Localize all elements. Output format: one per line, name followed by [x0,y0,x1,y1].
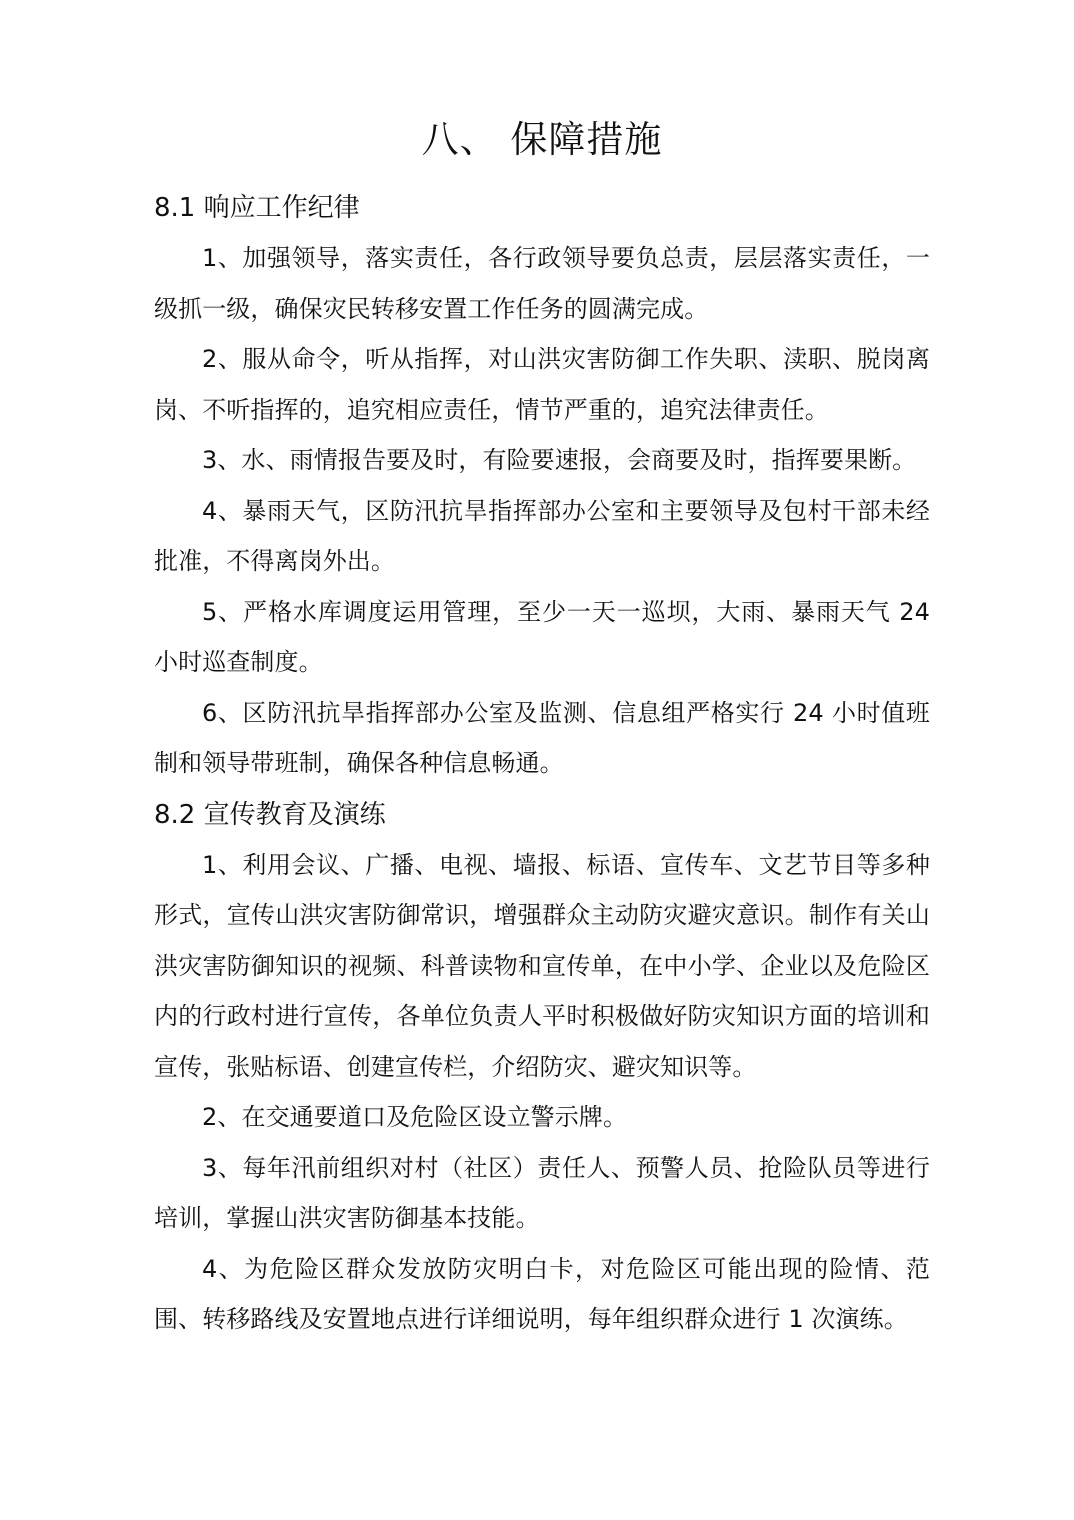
paragraph: 5、严格水库调度运用管理，至少一天一巡坝，大雨、暴雨天气 24 小时巡查制度。 [154,597,930,676]
paragraph: 2、服从命令，听从指挥，对山洪灾害防御工作失职、渎职、脱岗离岗、不听指挥的，追究相应责任，情节严重的，追究法律责任。 [154,345,930,424]
paragraph-list [154,233,930,789]
section-heading: 8.2 宣传教育及演练 [154,799,386,830]
paragraph: 1、利用会议、广播、电视、墙报、标语、宣传车、文艺节目等多种形式，宣传山洪灾害防御常识，增强群众主动防灾避灾意识。制作有关山洪灾害防御知识的视频、科普读物和宣传单，在中小学、企业以及危险区内的行政村进行宣传，各单位负责人平时积极做好防灾知识方面的培训和宣传，张贴标语、创建宣传栏，介绍防灾、避灾知识等。 [154,850,930,1081]
paragraph: 4、为危险区群众发放防灾明白卡，对危险区可能出现的险情、范围、转移路线及安置地点进行详细说明，每年组织群众进行 1 次演练。 [154,1254,930,1333]
paragraph: 6、区防汛抗旱指挥部办公室及监测、信息组严格实行 24 小时值班制和领导带班制，确保各种信息畅通。 [154,698,930,777]
paragraph: 4、暴雨天气，区防汛抗旱指挥部办公室和主要领导及包村干部未经批准，不得离岗外出。 [154,496,930,575]
paragraph: 1、加强领导，落实责任，各行政领导要负总责，层层落实责任，一级抓一级，确保灾民转移安置工作任务的圆满完成。 [154,244,930,323]
document-title: 八、 保障措施 [421,118,663,161]
paragraph: 3、每年汛前组织对村（社区）责任人、预警人员、抢险队员等进行培训，掌握山洪灾害防御基本技能。 [154,1153,930,1232]
paragraph: 3、水、雨情报告要及时，有险要速报，会商要及时，指挥要果断。 [202,446,917,474]
section-heading: 8.1 响应工作纪律 [154,193,360,223]
section-education-drills [154,793,930,1345]
paragraph-list [154,840,930,1345]
paragraph: 2、在交通要道口及危险区设立警示牌。 [202,1103,628,1131]
document-content [154,112,930,1345]
section-response-discipline [154,186,930,789]
